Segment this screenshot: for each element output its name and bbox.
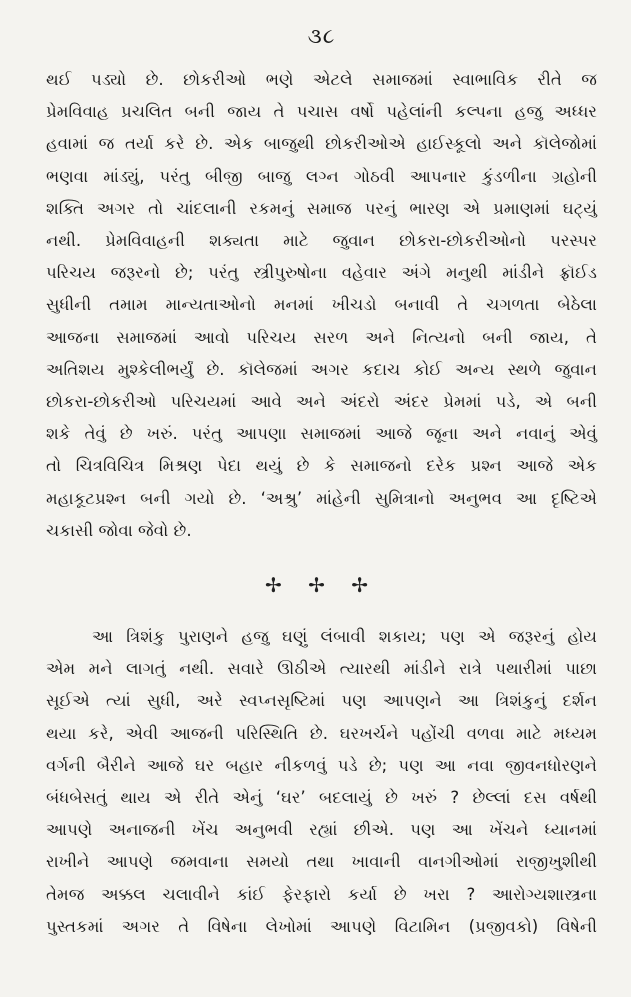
text-line: પ્રેમવિવાહ પ્રચલિત બની જાય તે પચાસ વર્ષો પહેલાંની કલ્પના હજુ અધ્ધર [46, 102, 597, 122]
text-line: તેમજ અક્કલ ચલાવીને કાંઈ ફેરફારો કર્યા છે ખરા ? આરોગ્યશાસ્ત્રના [46, 884, 597, 904]
text-line: ભણવા માંડ્યું, પરંતુ બીજી બાજુ લગ્ન ગોઠવી આપનાર કુંડળીના ગ્રહોની [46, 166, 597, 186]
text-line: પરિચય જરૂરનો છે; પરંતુ સ્ત્રીપુરુષોના વહેવાર અંગે મનુથી માંડીને ફ્રૉઈડ [46, 263, 597, 283]
section-ornament: ✢ ✢ ✢ [265, 573, 378, 598]
text-line: મહાકૂટપ્રશ્ન બની ગયો છે. ‘અશ્રુ’ માંહેની સુમિત્રાનો અનુભવ આ દૃષ્ટિએ [46, 488, 597, 508]
text-line: અતિશય મુશ્કેલીભર્યું છે. કૉલેજમાં અગર કદાચ કોઈ અન્ય સ્થળે જુવાન [46, 359, 597, 379]
text-line: છોકરા-છોકરીઓ પરિચયમાં આવે અને અંદરો અંદર પ્રેમમાં પડે, એ બની [46, 392, 597, 412]
text-line: રાખીને આપણે જમવાના સમયો તથા ખાવાની વાનગીઓમાં રાજીખુશીથી [46, 852, 597, 872]
text-line: થઈ પડ્યો છે. છોકરીઓ ભણે એટલે સમાજમાં સ્વાભાવિક રીતે જ [46, 70, 597, 89]
text-line: પુસ્તકમાં અગર તે વિષેના લેખોમાં આપણે વિટામિન (પ્રજીવકો) વિષેની [46, 916, 597, 936]
text-line: તો ચિત્રવિચિત્ર મિશ્રણ પેદા થયું છે કે સમાજનો દરેક પ્રશ્ન આજે એક [46, 456, 597, 476]
page-number: ૩૮ [307, 24, 336, 48]
text-line: નથી. પ્રેમવિવાહની શક્યતા માટે જુવાન છોકરા-છોકરીઓનો પરસ્પર [46, 231, 597, 251]
text-line: શકે તેવું છે ખરું. પરંતુ આપણા સમાજમાં આજે જૂના અને નવાનું એવું [46, 424, 597, 444]
paragraph-2 [46, 621, 597, 943]
text-line: બંધબેસતું થાય એ રીતે એનું ‘ઘર’ બદલાયું છે ખરું ? છેલ્લાં દસ વર્ષથી [46, 788, 597, 808]
text-line: શક્તિ અગર તો ચાંદલાની રકમનું સમાજ પરનું ભારણ એ પ્રમાણમાં ઘટ્યું [46, 198, 597, 218]
text-line: ચકાસી જોવા જેવો છે. [46, 520, 192, 540]
text-line: આ ત્રિશંકુ પુરાણને હજુ ઘણું લંબાવી શકાય; પણ એ જરૂરનું હોય [92, 627, 597, 647]
text-line: વર્ગની બૈરીને આજે ઘર બહાર નીકળવું પડે છે; પણ આ નવા જીવનધોરણને [46, 755, 597, 775]
text-line: આજના સમાજમાં આવો પરિચય સરળ અને નિત્યનો બની જાય, તે [46, 327, 597, 347]
text-line: સુધીની તમામ માન્યતાઓનો મનમાં ખીચડો બનાવી તે ચગળતા બેઠેલા [46, 295, 597, 315]
text-line: આપણે અનાજની ખેંચ અનુભવી રહ્યાં છીએ. પણ આ ખેંચને ધ્યાનમાં [46, 820, 597, 840]
text-line: એમ મને લાગતું નથી. સવારે ઊઠીએ ત્યારથી માંડીને રાત્રે પથારીમાં પાછા [46, 659, 597, 679]
text-line: હવામાં જ તર્યા કરે છે. એક બાજુથી છોકરીઓએ હાઈસ્કૂલો અને કૉલેજોમાં [46, 134, 597, 154]
paragraph-1 [46, 64, 597, 547]
text-line: થયા કરે, એવી આજની પરિસ્થિતિ છે. ઘરખર્ચને પહોંચી વળવા માટે મધ્યમ [46, 723, 597, 743]
text-line: સૂઈએ ત્યાં સુધી, અરે સ્વપ્નસૃષ્ટિમાં પણ આપણને આ ત્રિશંકુનું દર્શન [46, 691, 597, 711]
